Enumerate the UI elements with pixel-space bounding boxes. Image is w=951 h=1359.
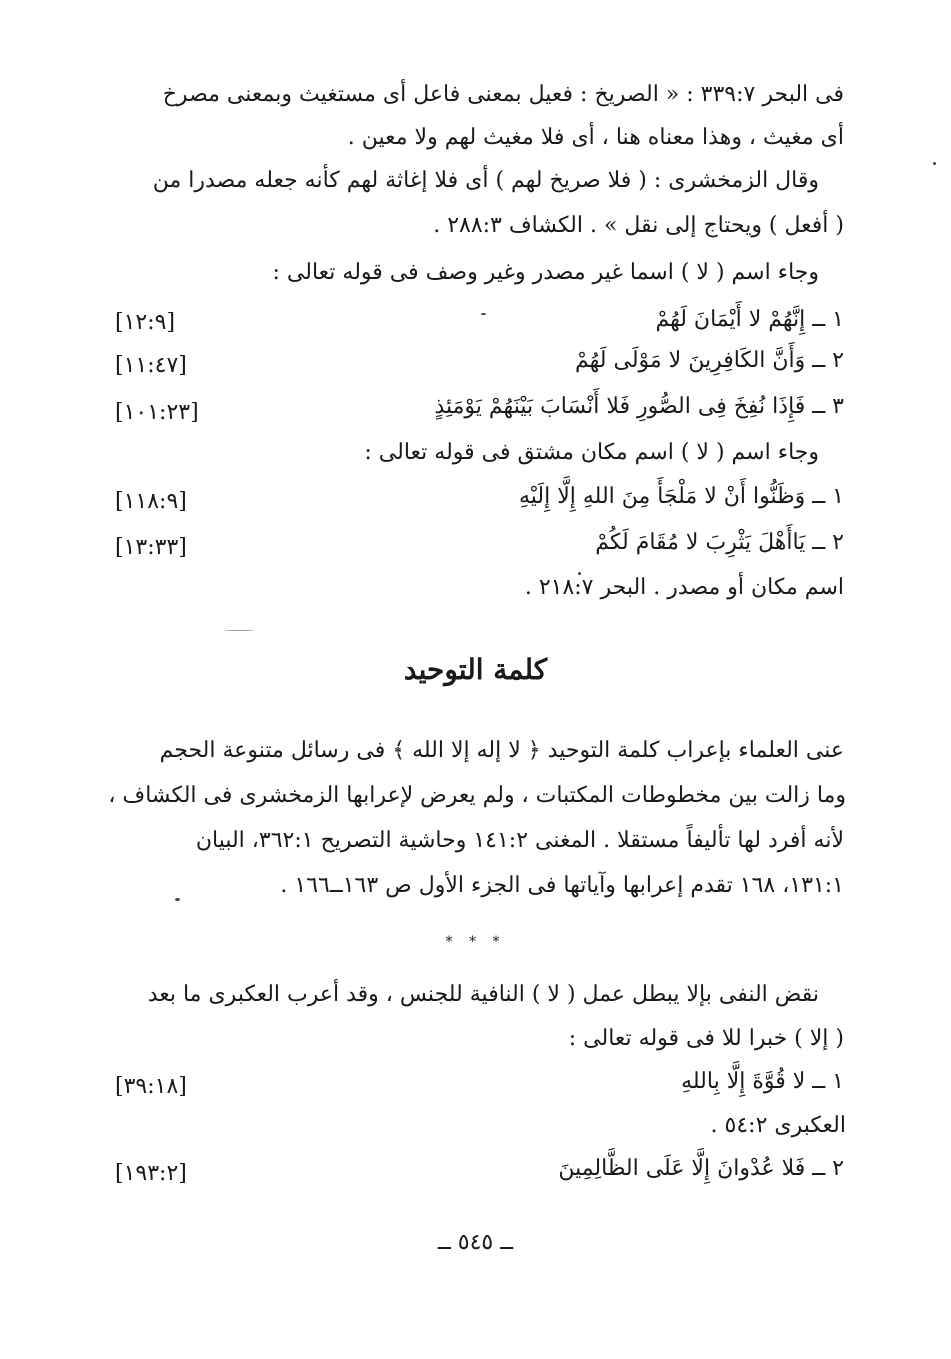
- verse-text: ٢ ــ فَلا عُدْوانَ إِلَّا عَلَى الظَّالِمِينَ: [558, 1156, 844, 1181]
- verse-text: ١ ــ إِنَّهُمْ لا أَيْمَانَ لَهُمْ: [655, 307, 844, 332]
- section-heading: كلمة التوحيد: [403, 653, 548, 686]
- verse-reference: [١٠١:٢٣]: [115, 400, 199, 425]
- section-separator: * * *: [445, 934, 506, 950]
- verse-reference: [٣٩:١٨]: [115, 1074, 187, 1099]
- text-line: العكبرى ٥٤:٢ .: [710, 1113, 846, 1138]
- text-line: ١٣١:١، ١٦٨ تقدم إعرابها وآياتها فى الجزء الأول ص ١٦٣ــ١٦٦ .: [280, 873, 844, 898]
- text-line: عنى العلماء بإعراب كلمة التوحيد ﴿ لا إله إلا الله ﴾ فى رسائل متنوعة الحجم: [159, 738, 844, 763]
- verse-reference: [١١٨:٩]: [115, 489, 187, 514]
- text-line: وما زالت بين مخطوطات المكتبات ، ولم يعرض لإعرابها الزمخشرى فى الكشاف ،: [108, 783, 846, 808]
- text-line: اسم مكان أو مصدر . البحر ٢١٨:٧ .: [524, 575, 844, 600]
- text-line: وقال الزمخشرى : ( فلا صريخ لهم ) أى فلا إغاثة لهم كأنه جعله مصدرا من: [152, 168, 819, 193]
- text-line: أى مغيث ، وهذا معناه هنا ، أى فلا مغيث لهم ولا معين .: [347, 125, 844, 150]
- text-line: ( أفعل ) ويحتاج إلى نقل » . الكشاف ٢٨٨:٣ .: [433, 213, 844, 238]
- verse-text: ٢ ــ يَاأَهْلَ يَثْرِبَ لا مُقَامَ لَكُمْ: [595, 530, 844, 555]
- scan-speck: [481, 313, 486, 315]
- text-line: نقض النفى بإلا يبطل عمل ( لا ) النافية للجنس ، وقد أعرب العكبرى ما بعد: [147, 982, 819, 1007]
- text-line: لأنه أفرد لها تأليفاً مستقلا . المغنى ١٤١:٢ وحاشية التصريح ٣٦٢:١، البيان: [195, 828, 844, 853]
- verse-reference: [١٣:٣٣]: [115, 535, 187, 560]
- verse-reference: [١٩٣:٢]: [115, 1161, 187, 1186]
- text-line: فى البحر ٣٣٩:٧ : « الصريخ : فعيل بمعنى فاعل أى مستغيث وبمعنى مصرخ: [162, 82, 844, 107]
- text-line: وجاء اسم ( لا ) اسما غير مصدر وغير وصف فى قوله تعالى :: [272, 260, 819, 285]
- scan-speck: [224, 630, 254, 631]
- page-number: ــ ٥٤٥ ــ: [437, 1230, 514, 1255]
- scan-speck: [175, 898, 180, 901]
- text-line: ( إلا ) خبرا للا فى قوله تعالى :: [568, 1026, 844, 1051]
- verse-text: ٣ ــ فَإِذَا نُفِخَ فِى الصُّورِ فَلا أَنْسَابَ بَيْنَهُمْ يَوْمَئِذٍ: [434, 394, 844, 419]
- verse-reference: [١١:٤٧]: [115, 353, 187, 378]
- verse-reference: [١٢:٩]: [115, 310, 176, 335]
- verse-text: ١ ــ لا قُوَّةَ إِلَّا بِاللهِ: [681, 1069, 844, 1094]
- verse-text: ١ ــ وَظَنُّوا أَنْ لا مَلْجَأَ مِنَ اللهِ إِلَّا إِلَيْهِ: [518, 484, 844, 509]
- text-line: وجاء اسم ( لا ) اسم مكان مشتق فى قوله تعالى :: [364, 440, 819, 465]
- scan-speck: [933, 162, 936, 165]
- verse-text: ٢ ــ وَأَنَّ الكَافِرِينَ لا مَوْلَى لَهُمْ: [575, 348, 844, 373]
- scan-speck: [578, 572, 581, 575]
